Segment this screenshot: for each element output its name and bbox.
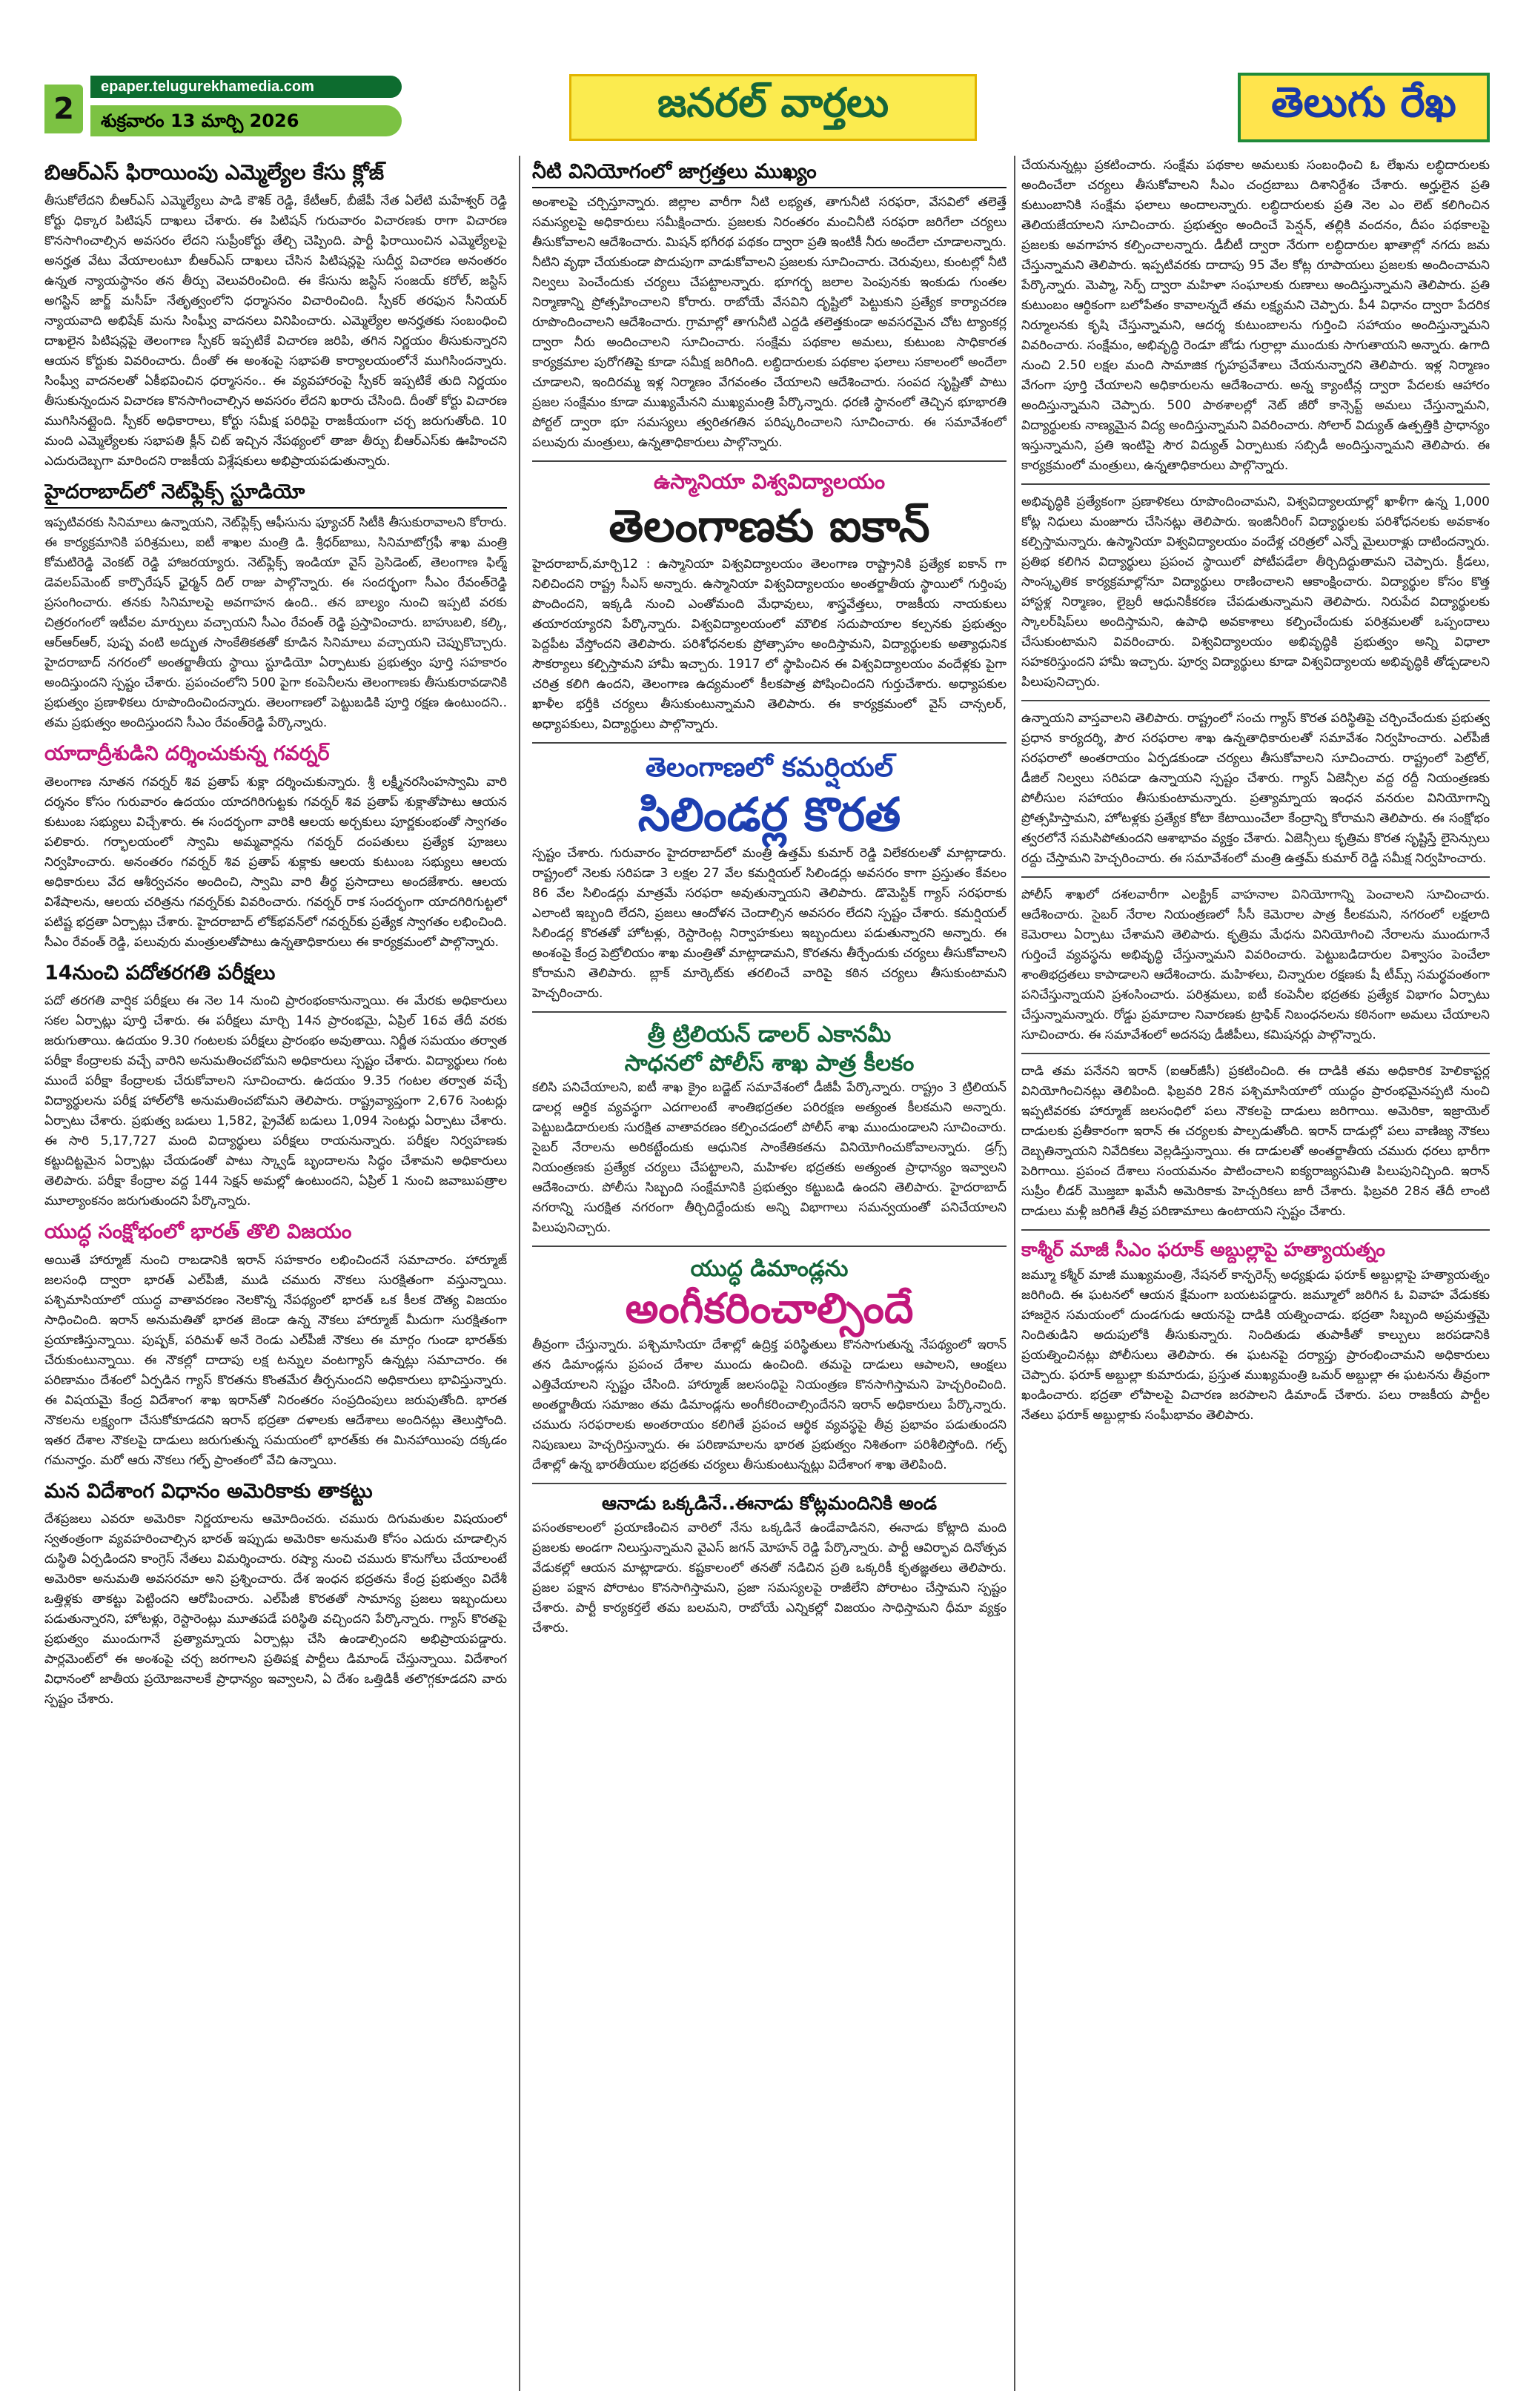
article-headline[interactable]: మన విదేశాంగ విధానం అమెరికాకు తాకట్టు — [44, 1479, 373, 1503]
article-body: అయితే హార్మూజ్ నుంచి రాబడానికి ఇరాన్ సహకారం లభించిందనే సమాచారం. హార్మూజ్ జలసంధి ద్వారా భారత్ ఎల్‌పీజీ, ముడి చమురు నౌకలు సురక్షితంగా వస్తున్నాయి. పశ్చిమాసియాలో యుద్ధ వాతావరణం నెలకొన్న నేపథ్యంలో భారత్ ఒక కీలక దౌత్య విజయం సాధించింది. ఇరాన్ అనుమతితో భారత జెండా ఉన్న నౌకలు హార్మూజ్ మీదుగా సురక్షితంగా ప్రయాణిస్తున్నాయి. పుష్పక్, పరిమళ్ అనే రెండు ఎల్‌పీజీ నౌకలు ఈ మార్గం గుండా భారత్‌కు చేరుకుంటున్నాయి. ఈ నౌకల్లో దాదాపు లక్ష టన్నుల వంటగ్యాస్ ఉన్నట్లు సమాచారం. ఈ పరిణామం దేశంలో ఏర్పడిన గ్యాస్ కొరతను కొంతమేర తీర్చనుందని అధికారులు భావిస్తున్నారు. ఈ విషయమై కేంద్ర విదేశాంగ శాఖ ఇరాన్‌తో నిరంతరం సంప్రదింపులు జరుపుతోంది. భారత నౌకలను లక్ష్యంగా చేసుకోకూడదని ఇరాన్ భద్రతా దళాలకు ఆదేశాలు అందినట్లు తెలుస్తోంది. ఇతర దేశాల నౌకలపై దాడులు జరుగుతున్న సమయంలో భారత్‌కు ఈ మినహాయింపు దక్కడం గమనార్హం. మరో ఆరు నౌకలు గల్ఫ్ ప్రాంతంలో వేచి ఉన్నాయి. — [44, 1252, 507, 1468]
article-cylinder-cont — [1021, 709, 1490, 869]
article-headline[interactable]: యాదాద్రీశుడిని దర్శించుకున్న గవర్నర్ — [44, 742, 330, 766]
article-body: దేశప్రజలు ఎవరూ అమెరికా నిర్ణయాలను ఆమోదించరు. చమురు దిగుమతుల విషయంలో స్వతంత్రంగా వ్యవహరించాల్సిన భారత్ ఇప్పుడు అమెరికా అనుమతి కోసం ఎదురు చూడాల్సిన దుస్థితి ఏర్పడిందని కాంగ్రెస్ నేతలు విమర్శించారు. రష్యా నుంచి చమురు కొనుగోలు చేయాలంటే అమెరికా అనుమతి అవసరమా అని ప్రశ్నించారు. దేశ ఇంధన భద్రతను కేంద్ర ప్రభుత్వం విదేశీ ఒత్తిళ్లకు తాకట్టు పెట్టిందని ఆరోపించారు. ఎల్‌పీజీ కొరతతో సామాన్య ప్రజలు ఇబ్బందులు పడుతున్నారని, హోటళ్లు, రెస్టారెంట్లు మూతపడే పరిస్థితి వచ్చిందని పేర్కొన్నారు. గ్యాస్ కొరతపై ప్రభుత్వం ముందుగానే ప్రత్యామ్నాయ ఏర్పాట్లు చేసి ఉండాల్సిందని అభిప్రాయపడ్డారు. పార్లమెంట్‌లో ఈ అంశంపై చర్చ జరగాలని ప్రతిపక్ష పార్టీలు డిమాండ్ చేస్తున్నాయి. విదేశాంగ విధానంలో జాతీయ ప్రయోజనాలకే ప్రాధాన్యం ఇవ్వాలని, ఏ దేశం ఒత్తిడికీ తలొగ్గకూడదని వారు స్పష్టం చేశారు. — [44, 1511, 507, 1707]
article-kicker: త్రీ ట్రిలియన్ డాలర్ ఎకానమీ — [647, 1021, 892, 1048]
article-osmania-university — [532, 469, 1007, 735]
article-body: తీసుకోలేదని బీఆర్ఎస్ ఎమ్మెల్యేలు పాడి కౌశిక్ రెడ్డి, కేటీఆర్, బీజేపీ నేత ఏలేటి మహేశ్వర్ రెడ్డి కోర్టు ధిక్కార పిటిషన్ దాఖలు చేశారు. ఈ పిటిషన్ గురువారం విచారణకు రాగా విచారణ కొనసాగించాల్సిన అవసరం లేదని సుప్రీంకోర్టు తేల్చి చెప్పింది. పార్టీ ఫిరాయించిన ఎమ్మెల్యేలపై అనర్హత వేటు వేయాలంటూ బీఆర్ఎస్ దాఖలు చేసిన పిటిషన్లపై సుదీర్ఘ విచారణ అనంతరం ఉన్నత న్యాయస్థానం తన తీర్పు వెలువరించింది. ఈ కేసును జస్టిస్ సంజయ్ కరోల్, జస్టిస్ అగస్టిన్ జార్జ్ మసీహ్ నేతృత్వంలోని ధర్మాసనం విచారించింది. స్పీకర్ తరఫున సీనియర్ న్యాయవాది అభిషేక్ మను సింఘ్వీ వాదనలు వినిపించారు. ఎమ్మెల్యేల అనర్హతకు సంబంధించి దాఖలైన పిటిషన్లపై తెలంగాణ స్పీకర్ ఇప్పటికే విచారణ జరిపి, తగిన నిర్ణయం తీసుకున్నారని ఆయన కోర్టుకు వివరించారు. దీంతో ఈ అంశంపై సభాపతి కార్యాలయంలోనే ముగిసిందన్నారు. సింఘ్వీ వాదనలతో ఏకీభవించిన ధర్మాసనం.. ఈ వ్యవహారంపై స్పీకర్ ఇప్పటికే తుది నిర్ణయం తీసుకున్నందున విచారణ కొనసాగించాల్సిన అవసరం లేదని ఖరారు చేసింది. దీంతో కోర్టు విచారణ ముగిసినట్లైంది. స్పీకర్ అధికారాలు, కోర్టు సమీక్ష పరిధిపై రాజకీయంగా చర్చ జరుగుతోంది. 10 మంది ఎమ్మెల్యేలకు సభాపతి క్లీన్ చిట్ ఇచ్చిన నేపథ్యంలో తాజా తీర్పు బీఆర్ఎస్‌కు ఊహించని ఎదురుదెబ్బగా మారిందని రాజకీయ విశ్లేషకులు అభిప్రాయపడుతున్నారు. — [44, 193, 507, 469]
article-welfare-schemes-cont — [1021, 156, 1490, 476]
divider — [1021, 1229, 1490, 1231]
divider — [1021, 700, 1490, 701]
article-headline[interactable]: కాశ్మీర్ మాజీ సీఎం ఫరూక్ అబ్దుల్లాపై హత్యాయత్నం — [1021, 1239, 1385, 1260]
article-kicker: యుద్ధ డిమాండ్లను — [690, 1255, 849, 1282]
column-right — [1021, 156, 1490, 2391]
article-kicker: తెలంగాణలో కమర్షియల్ — [645, 752, 894, 784]
divider — [1021, 1053, 1490, 1054]
article-body: దాడి తమ పనేనని ఇరాన్ (ఐఆర్‌జీసీ) ప్రకటించింది. ఈ దాడికి తమ అధికారిక హెలికాప్టర్ల వినియోగించినట్లు తెలిపింది. ఫిబ్రవరి 28న పశ్చిమాసియాలో యుద్ధం ప్రారంభమైనప్పటి నుంచి ఇప్పటివరకు హార్మూజ్ జలసంధిలో పలు నౌకలపై దాడులు జరిగాయి. అమెరికా, ఇజ్రాయెల్ దాడులకు ప్రతీకారంగా ఇరాన్ ఈ చర్యలకు పాల్పడుతోంది. ఇరాన్ దాడుల్లో పలు వాణిజ్య నౌకలు దెబ్బతిన్నాయని నివేదికలు వెల్లడిస్తున్నాయి. ఈ దాడులతో అంతర్జాతీయ చమురు ధరలు భారీగా పెరిగాయి. ప్రపంచ దేశాలు సంయమనం పాటించాలని ఐక్యరాజ్యసమితి పిలుపునిచ్చింది. ఇరాన్ సుప్రీం లీడర్ మొజ్తబా ఖమేనీ అమెరికాకు హెచ్చరికలు జారీ చేశారు. ఫిబ్రవరి 28న తేదీ లాంటి దాడులు మళ్లీ జరిగితే తీవ్ర పరిణామాలు ఉంటాయని స్పష్టం చేశారు. — [1021, 1064, 1490, 1219]
divider — [532, 742, 1007, 744]
column-divider — [1014, 156, 1015, 2391]
article-body: పసంతకాలంలో ప్రయాణించిన వారిలో నేను ఒక్కడినే ఉండేవాడినని, ఈనాడు కోట్లాది మంది ప్రజలకు అండగా నిలుస్తున్నామని వైఎస్ జగన్ మోహన్ రెడ్డి పేర్కొన్నారు. పార్టీ ఆవిర్భావ దినోత్సవ వేడుకల్లో ఆయన మాట్లాడారు. కష్టకాలంలో తనతో నడిచిన ప్రతి ఒక్కరికీ కృతజ్ఞతలు తెలిపారు. ప్రజల పక్షాన పోరాటం కొనసాగిస్తామని, ప్రజా సమస్యలపై రాజీలేని పోరాటం చేస్తామని స్పష్టం చేశారు. పార్టీ కార్యకర్తలే తమ బలమని, రాబోయే ఎన్నికల్లో విజయం సాధిస్తామని ధీమా వ్యక్తం చేశారు. — [532, 1521, 1007, 1636]
article-war-demands — [532, 1254, 1007, 1475]
brand-logo: తెలుగు రేఖ — [1238, 73, 1490, 142]
article-headline[interactable]: నీటి వినియోగంలో జాగ్రత్తలు ముఖ్యం — [532, 159, 1007, 188]
divider — [532, 1246, 1007, 1247]
epaper-url[interactable]: epaper.telugurekhamedia.com — [90, 76, 402, 98]
article-body: జమ్మూ కశ్మీర్ మాజీ ముఖ్యమంత్రి, నేషనల్ కాన్ఫరెన్స్ అధ్యక్షుడు ఫరూక్ అబ్దుల్లాపై హత్యాయత్నం జరిగింది. ఈ ఘటనలో ఆయన క్షేమంగా బయటపడ్డారు. జమ్మూలో జరిగిన ఓ వివాహ వేడుకకు హాజరైన సమయంలో దుండగుడు ఆయనపై దాడికి యత్నించాడు. భద్రతా సిబ్బంది అప్రమత్తమై నిందితుడిని అదుపులోకి తీసుకున్నారు. నిందితుడు తుపాకీతో కాల్పులు జరపడానికి ప్రయత్నించినట్లు పోలీసులు తెలిపారు. ఈ ఘటనపై దర్యాప్తు ప్రారంభించామని అధికారులు చెప్పారు. ఫరూక్ అబ్దుల్లా కుమారుడు, ప్రస్తుత ముఖ్యమంత్రి ఒమర్ అబ్దుల్లా ఈ ఘటనను తీవ్రంగా ఖండించారు. భద్రతా లోపాలపై విచారణ జరపాలని డిమాండ్ చేశారు. పలు రాజకీయ పార్టీల నేతలు ఫరూక్ అబ్దుల్లాకు సంఘీభావం తెలిపారు. — [1021, 1267, 1490, 1423]
article-body: అంశాలపై చర్చిస్తూన్నారు. జిల్లాల వారీగా నీటి లభ్యత, తాగునీటి సరఫరా, వేసవిలో తలెత్తే సమస్యలపై అధికారులు సమీక్షించారు. ప్రజలకు నిరంతరం మంచినీటి సరఫరా జరిగేలా చర్యలు తీసుకోవాలని ఆదేశించారు. మిషన్ భగీరథ పథకం ద్వారా ప్రతి ఇంటికీ నీరు అందేలా చూడాలన్నారు. నీటిని వృథా చేయకుండా పొదుపుగా వాడుకోవాలని ప్రజలకు సూచించారు. చెరువులు, కుంటల్లో నీటి నిల్వలు పెంచేందుకు చర్యలు చేపట్టాలన్నారు. భూగర్భ జలాల పెంపునకు ఇంకుడు గుంతల నిర్మాణాన్ని ప్రోత్సహించాలని కోరారు. రాబోయే వేసవిని దృష్టిలో పెట్టుకుని ప్రత్యేక కార్యాచరణ రూపొందించాలని ఆదేశించారు. గ్రామాల్లో తాగునీటి ఎద్దడి తలెత్తకుండా అవసరమైన చోట ట్యాంకర్ల ద్వారా నీరు అందించాలని సూచించారు. సంక్షేమ పథకాల అమలు, కుటుంబ సాధికారత కార్యక్రమాల పురోగతిపై కూడా సమీక్ష జరిగింది. లబ్ధిదారులకు పథకాల ఫలాలు సకాలంలో అందేలా చూడాలని, ఇందిరమ్మ ఇళ్ల నిర్మాణం వేగవంతం చేయాలని ఆదేశించారు. సంపద సృష్టితో పాటు ప్రజల సంక్షేమం కూడా ముఖ్యమేనని ముఖ్యమంత్రి పేర్కొన్నారు. ధరణి స్థానంలో తెచ్చిన భూభారతి పోర్టల్ ద్వారా భూ సమస్యలు త్వరితగతిన పరిష్కరించాలని సూచించారు. ఈ సమావేశంలో పలువురు మంత్రులు, ఉన్నతాధికారులు పాల్గొన్నారు. — [532, 195, 1007, 451]
article-kicker: ఉస్మానియా విశ్వవిద్యాలయం — [653, 469, 886, 494]
article-water-usage — [532, 159, 1007, 453]
divider — [532, 1483, 1007, 1484]
article-headline[interactable]: హైదరాబాద్‌లో నెట్‌ఫ్లిక్స్ స్టూడియో — [44, 479, 507, 509]
article-netflix-studio — [44, 479, 507, 733]
article-farooq-abdullah — [1021, 1238, 1490, 1426]
column-divider — [519, 156, 520, 2391]
article-banner-headline[interactable]: సిలిండర్ల కొరత — [637, 787, 901, 842]
article-body: చేయనున్నట్లు ప్రకటించారు. సంక్షేమ పథకాల అమలుకు సంబంధించి ఓ లేఖను లబ్ధిదారులకు అందించేలా చర్యలు తీసుకోవాలని సీఎం చంద్రబాబు దిశానిర్దేశం చేశారు. అర్హులైన ప్రతి కుటుంబానికి సంక్షేమ ఫలాలు అందాలన్నారు. లబ్ధిదారులకు ప్రతి నెల ఎం లెట్ కలిగించిన తెలియజేయాలని సూచించారు. ప్రభుత్వం అందించే పెన్షన్, తల్లికి వందనం, దీపం పథకాలపై ప్రజలకు అవగాహన కల్పించాలన్నారు. డీబీటీ ద్వారా నేరుగా లబ్ధిదారుల ఖాతాల్లో నగదు జమ చేస్తున్నామని తెలిపారు. ఇప్పటివరకు దాదాపు 95 వేల కోట్ల రూపాయలు ప్రజలకు అందించామని పేర్కొన్నారు. మెప్మా, సెర్ప్ ద్వారా మహిళా సంఘాలకు రుణాలు అందిస్తున్నామని తెలిపారు. ప్రతి కుటుంబం ఆర్థికంగా బలోపేతం కావాలన్నదే తమ లక్ష్యమని చెప్పారు. పీ4 విధానం ద్వారా పేదరిక నిర్మూలనకు కృషి చేస్తున్నామని, ఆదర్శ కుటుంబాలను గుర్తించి సహాయం అందిస్తున్నామని వివరించారు. సంక్షేమం, అభివృద్ధి రెండూ జోడు గుర్రాల్లా ముందుకు సాగుతాయని అన్నారు. ఉగాది నుంచి 2.50 లక్షల మంది సామాజిక గృహప్రవేశాలు చేయనున్నారని తెలిపారు. ఇళ్ల నిర్మాణం వేగంగా పూర్తి చేయాలని అధికారులను ఆదేశించారు. అన్న క్యాంటీన్ల ద్వారా పేదలకు ఆహారం అందిస్తున్నామని చెప్పారు. 500 పాఠశాలల్లో నెట్ జీరో కాన్సెప్ట్ అమలు చేస్తున్నామని, విద్యార్థులకు నాణ్యమైన విద్య అందిస్తున్నామని వివరించారు. సోలార్ విద్యుత్ ఉత్పత్తికి ప్రాధాన్యం ఇస్తున్నామని, ప్రతి ఇంటిపై సౌర విద్యుత్ ఏర్పాటుకు సబ్సిడీ అందిస్తున్నామని తెలిపారు. ఈ కార్యక్రమంలో మంత్రులు, ఉన్నతాధికారులు పాల్గొన్నారు. — [1021, 158, 1490, 473]
article-body: ఇప్పటివరకు సినిమాలు ఉన్నాయని, నెట్‌ఫ్లిక్స్ ఆఫీసును ఫ్యూచర్ సిటీకి తీసుకురావాలని కోరారు. ఈ కార్యక్రమానికి పరిశ్రమలు, ఐటీ శాఖల మంత్రి డి. శ్రీధర్‌బాబు, సినిమాటోగ్రఫీ శాఖ మంత్రి కోమటిరెడ్డి వెంకట్ రెడ్డి హాజరయ్యారు. నెట్‌ఫ్లిక్స్ ఇండియా వైస్ ప్రెసిడెంట్, తెలంగాణ ఫిల్మ్ డెవలప్‌మెంట్ కార్పొరేషన్ ఛైర్మన్ దిల్ రాజు పాల్గొన్నారు. ఈ సందర్భంగా సీఎం రేవంత్‌రెడ్డి ప్రసంగించారు. తనకు సినిమాలపై అవగాహన ఉంది.. తన బాల్యం నుంచి ఇప్పటి వరకు చిత్రరంగంలో ఇటీవల మార్పులు వచ్చాయని సీఎం రేవంత్ రెడ్డి ప్రస్తావించారు. బాహుబలి, కల్కి, ఆర్ఆర్ఆర్, పుష్ప వంటి అద్భుత సాంకేతికతతో కూడిన సినిమాలు వచ్చాయని చెప్పుకొచ్చారు. హైదరాబాద్ నగరంలో అంతర్జాతీయ స్థాయి స్టూడియో ఏర్పాటుకు ప్రభుత్వం పూర్తి సహకారం అందిస్తుందని స్పష్టం చేశారు. ప్రపంచంలోని 500 పైగా కంపెనీలను తెలంగాణకు తీసుకురావడానికి ప్రభుత్వం ప్రణాళికలు రూపొందించిందన్నారు. తెలంగాణలో పెట్టుబడికి పూర్తి రక్షణ ఉంటుందని.. తమ ప్రభుత్వం అందిస్తుందని సీఎం రేవంత్‌రెడ్డి పేర్కొన్నారు. — [44, 515, 507, 731]
masthead-ribbon — [90, 68, 415, 147]
divider — [1021, 483, 1490, 485]
article-body: తీవ్రంగా చేస్తున్నారు. పశ్చిమాసియా దేశాల్లో ఉద్రిక్త పరిస్థితులు కొనసాగుతున్న నేపథ్యంలో ఇరాన్ తన డిమాండ్లను ప్రపంచ దేశాల ముందు ఉంచింది. తమపై దాడులు ఆపాలని, ఆంక్షలు ఎత్తివేయాలని స్పష్టం చేసింది. హార్మూజ్ జలసంధిపై నియంత్రణ కొనసాగిస్తామని హెచ్చరించింది. అంతర్జాతీయ సమాజం తమ డిమాండ్లను అంగీకరించాల్సిందేనని ఇరాన్ అధికారులు పేర్కొన్నారు. చమురు సరఫరాలకు అంతరాయం కలిగితే ప్రపంచ ఆర్థిక వ్యవస్థపై తీవ్ర ప్రభావం పడుతుందని నిపుణులు హెచ్చరిస్తున్నారు. ఈ పరిణామాలను భారత ప్రభుత్వం నిశితంగా పరిశీలిస్తోంది. గల్ఫ్ దేశాల్లో ఉన్న భారతీయుల భద్రతకు చర్యలు తీసుకుంటున్నట్లు విదేశాంగ శాఖ తెలిపింది. — [532, 1337, 1007, 1472]
article-body: ఉన్నాయని వాస్తవాలని తెలిపారు. రాష్ట్రంలో సంచు గ్యాస్ కొరత పరిస్థితిపై చర్చించేందుకు ప్రభుత్వ ప్రధాన కార్యదర్శి, పౌర సరఫరాల శాఖ ఉన్నతాధికారులతో సమావేశం నిర్వహించారు. ఎల్‌పీజీ సరఫరాలో అంతరాయం ఏర్పడకుండా చర్యలు తీసుకోవాలని సూచించారు. రాష్ట్రంలో పెట్రోల్, డీజిల్ నిల్వలు సరిపడా ఉన్నాయని స్పష్టం చేశారు. గ్యాస్ ఏజెన్సీల వద్ద రద్దీ నియంత్రణకు పోలీసుల సహాయం తీసుకుంటామన్నారు. ప్రత్యామ్నాయ ఇంధన వనరుల వినియోగాన్ని ప్రోత్సహిస్తామని, హోటళ్లకు ప్రత్యేక కోటా కేటాయించేలా కేంద్రాన్ని కోరామని తెలిపారు. ఈ సంక్షోభం త్వరలోనే సమసిపోతుందని ఆశాభావం వ్యక్తం చేశారు. ఏజెన్సీలు కృత్రిమ కొరత సృష్టిస్తే లైసెన్సులు రద్దు చేస్తామని హెచ్చరించారు. ఈ సమావేశంలో మంత్రి ఉత్తమ్ కుమార్ రెడ్డి సమీక్ష నిర్వహించారు. — [1021, 711, 1490, 866]
article-cylinder-shortage — [532, 751, 1007, 1003]
article-jagan-speech — [532, 1492, 1007, 1639]
article-brs-mla-case — [44, 159, 507, 472]
divider — [532, 1011, 1007, 1013]
article-war-crisis — [44, 1219, 507, 1470]
divider — [1021, 876, 1490, 878]
article-osmania-cont — [1021, 492, 1490, 692]
article-police-cont — [1021, 885, 1490, 1045]
divider — [532, 460, 1007, 462]
article-body: స్పష్టం చేశారు. గురువారం హైదరాబాద్‌లో మంత్రి ఉత్తమ్ కుమార్ రెడ్డి విలేకరులతో మాట్లాడారు. రాష్ట్రంలో నెలకు సరిపడా 3 లక్షల 27 వేల కమర్షియల్ సిలిండర్లు అవసరం కాగా ప్రస్తుతం కేవలం 86 వేల సిలిండర్లు మాత్రమే సరఫరా అవుతున్నాయని తెలిపారు. డొమెస్టిక్ గ్యాస్ సరఫరాకు ఎలాంటి ఇబ్బంది లేదని, ప్రజలు ఆందోళన చెందాల్సిన అవసరం లేదని స్పష్టం చేశారు. కమర్షియల్ సిలిండర్ల కొరతతో హోటళ్లు, రెస్టారెంట్ల నిర్వాహకులు ఇబ్బందులు పడుతున్నారని అన్నారు. ఈ అంశంపై కేంద్ర పెట్రోలియం శాఖ మంత్రితో మాట్లాడామని, కొరతను తీర్చేందుకు చర్యలు తీసుకోవాలని కోరామని తెలిపారు. బ్లాక్ మార్కెట్‌కు తరలించే వారిపై కఠిన చర్యలు తీసుకుంటామని హెచ్చరించారు. — [532, 845, 1007, 1001]
column-middle — [532, 156, 1007, 2391]
article-banner-headline[interactable]: సాధనలో పోలీస్ శాఖ పాత్ర కీలకం — [624, 1050, 915, 1076]
column-left — [44, 156, 507, 2391]
article-body: అభివృద్ధికి ప్రత్యేకంగా ప్రణాళికలు రూపొందించామని, విశ్వవిద్యాలయాల్లో ఖాళీగా ఉన్న 1,000 కోట్ల నిధులు మంజూరు చేసినట్లు తెలిపారు. ఇంజినీరింగ్ విద్యార్థులకు పరిశోధనలకు అవకాశం కల్పిస్తామన్నారు. ఉస్మానియా విశ్వవిద్యాలయం వందేళ్ల చరిత్రలో ఎన్నో మైలురాళ్లు దాటిందన్నారు. ప్రతిభ కలిగిన విద్యార్థులు ప్రపంచ స్థాయిలో పోటీపడేలా తీర్చిదిద్దుతామని చెప్పారు. క్రీడలు, సాంస్కృతిక కార్యక్రమాల్లోనూ విద్యార్థులు రాణించాలని ఆకాంక్షించారు. విద్యార్థుల కోసం కొత్త హాస్టళ్ల నిర్మాణం, లైబ్రరీ ఆధునికీకరణ చేపడుతున్నామని తెలిపారు. నిరుపేద విద్యార్థులకు స్కాలర్‌షిప్‌లు అందిస్తామని, ఉపాధి అవకాశాలు కల్పించేందుకు పరిశ్రమలతో ఒప్పందాలు చేసుకుంటామని వివరించారు. విశ్వవిద్యాలయం అభివృద్ధికి ప్రభుత్వం అన్ని విధాలా సహకరిస్తుందని హామీ ఇచ్చారు. పూర్వ విద్యార్థులు కూడా విశ్వవిద్యాలయ అభివృద్ధికి తోడ్పడాలని పిలుపునిచ్చారు. — [1021, 494, 1490, 689]
masthead — [44, 68, 1490, 147]
article-body: కలిసి పనిచేయాలని, ఐటీ శాఖ క్రైం బడ్జెట్ సమావేశంలో డీజీపీ పేర్కొన్నారు. రాష్ట్రం 3 ట్రిలియన్ డాలర్ల ఆర్థిక వ్యవస్థగా ఎదగాలంటే శాంతిభద్రతల పరిరక్షణ అత్యంత కీలకమని అన్నారు. పెట్టుబడిదారులకు సురక్షిత వాతావరణం కల్పించడంలో పోలీస్ శాఖ ముందుండాలని సూచించారు. సైబర్ నేరాలను అరికట్టేందుకు ఆధునిక సాంకేతికతను వినియోగించుకోవాలన్నారు. డ్రగ్స్ నియంత్రణకు ప్రత్యేక చర్యలు చేపట్టాలని, మహిళల భద్రతకు అత్యంత ప్రాధాన్యం ఇవ్వాలని ఆదేశించారు. పోలీసు సిబ్బంది సంక్షేమానికి ప్రభుత్వం కట్టుబడి ఉందని తెలిపారు. హైదరాబాద్ నగరాన్ని సురక్షిత నగరంగా తీర్చిదిద్దేందుకు అన్ని విభాగాలు సమన్వయంతో పనిచేయాలని పిలుపునిచ్చారు. — [532, 1079, 1007, 1235]
article-headline[interactable]: ఆనాడు ఒక్కడినే..ఈనాడు కోట్లమందినికి అండ — [602, 1492, 937, 1514]
article-banner-headline[interactable]: అంగీకరించాల్సిందే — [625, 1284, 914, 1333]
article-ssc-exams — [44, 960, 507, 1211]
article-body: పదో తరగతి వార్షిక పరీక్షలు ఈ నెల 14 నుంచి ప్రారంభంకానున్నాయి. ఈ మేరకు అధికారులు సకల ఏర్పాట్లు పూర్తి చేశారు. ఈ పరీక్షలు మార్చి 14న ప్రారంభమై, ఏప్రిల్ 16వ తేదీ వరకు జరుగుతాయి. ఉదయం 9.30 గంటలకు పరీక్షలు ప్రారంభం అవుతాయి. నిర్ణీత సమయం తర్వాత పరీక్షా కేంద్రాలకు వచ్చే వారిని అనుమతించబోమని అధికారులు స్పష్టం చేశారు. విద్యార్థులు గంట ముందే పరీక్షా కేంద్రాలకు చేరుకోవాలని సూచించారు. ఉదయం 9.35 గంటల తర్వాత వచ్చే విద్యార్థులను పరీక్ష హాల్‌లోకి అనుమతించబోమని తెలిపారు. రాష్ట్రవ్యాప్తంగా 2,676 సెంటర్లు ఏర్పాటు చేశారు. ప్రభుత్వ బడులు 1,582, ప్రైవేట్ బడులు 1,094 సెంటర్లు ఏర్పాటు చేశారు. ఈ సారి 5,17,727 మంది విద్యార్థులు పరీక్షలు రాయనున్నారు. పరీక్షల నిర్వహణకు కట్టుదిట్టమైన ఏర్పాట్లు చేయడంతో పాటు స్క్వాడ్ బృందాలను సిద్ధం చేశామని అధికారులు తెలిపారు. పరీక్షా కేంద్రాల వద్ద 144 సెక్షన్ అమల్లో ఉంటుందని, ఏప్రిల్ 1 నుంచి జవాబుపత్రాల మూల్యాంకనం జరుగుతుందని పేర్కొన్నారు. — [44, 993, 507, 1209]
article-headline[interactable]: 14నుంచి పదోతరగతి పరీక్షలు — [44, 961, 276, 985]
section-title: జనరల్ వార్తలు — [569, 74, 977, 141]
page-number: 2 — [44, 85, 83, 133]
article-war-cont — [1021, 1062, 1490, 1222]
article-body: హైదరాబాద్,మార్చి12 : ఉస్మానియా విశ్వవిద్యాలయం తెలంగాణ రాష్ట్రానికి ప్రత్యేక ఐకాన్ గా నిలిచిందని రాష్ట్ర సీఎస్ అన్నారు. ఉస్మానియా విశ్వవిద్యాలయం అంతర్జాతీయ స్థాయిలో గుర్తింపు పొందిందని, ఇక్కడి నుంచి ఎంతోమంది మేధావులు, శాస్త్రవేత్తలు, రాజకీయ నాయకులు తయారయ్యారని పేర్కొన్నారు. విశ్వవిద్యాలయంలో మౌలిక సదుపాయాల కల్పనకు ప్రభుత్వం పెద్దపీట వేస్తోందని తెలిపారు. పరిశోధనలకు ప్రోత్సాహం అందిస్తామని, విద్యార్థులకు అత్యాధునిక సౌకర్యాలు కల్పిస్తామని హామీ ఇచ్చారు. 1917 లో స్థాపించిన ఈ విశ్వవిద్యాలయం వందేళ్లకు పైగా చరిత్ర కలిగి ఉందని, తెలంగాణ ఉద్యమంలో కీలకపాత్ర పోషించిందని గుర్తుచేశారు. అధ్యాపకుల ఖాళీల భర్తీకి చర్యలు తీసుకుంటున్నామని తెలిపారు. ఈ కార్యక్రమంలో వైస్ చాన్సలర్, అధ్యాపకులు, విద్యార్థులు పాల్గొన్నారు. — [532, 557, 1007, 732]
article-headline[interactable]: యుద్ధ సంక్షోభంలో భారత్ తొలి విజయం — [44, 1220, 352, 1244]
issue-date: శుక్రవారం 13 మార్చి 2026 — [90, 105, 402, 136]
article-body: తెలంగాణ నూతన గవర్నర్ శివ ప్రతాప్ శుక్లా దర్శించుకున్నారు. శ్రీ లక్ష్మీనరసింహస్వామి వారి దర్శనం కోసం గురువారం ఉదయం యాదగిరిగుట్టకు గవర్నర్ శివ ప్రతాప్ శుక్లాతోపాటు ఆయన కుటుంబ సభ్యులు విచ్చేశారు. ఈ సందర్భంగా వారికి ఆలయ అర్చకులు పూర్ణకుంభంతో స్వాగతం పలికారు. గర్భాలయంలో స్వామి అమ్మవార్లను గవర్నర్ దంపతులు ప్రత్యేక పూజలు నిర్వహించారు. అనంతరం గవర్నర్ శివ ప్రతాప్ శుక్లాకు ఆలయ కుటుంబ సభ్యులు ఆలయ అధికారులు వేద ఆశీర్వచనం అందించి, స్వామి వారి తీర్థ ప్రసాదాలు అందజేశారు. ఆలయ విశేషాలను, ఆలయ చరిత్రను గవర్నర్‌కు వివరించారు. గవర్నర్ రాక సందర్భంగా యాదగిరిగుట్టలో పటిష్ట భద్రతా ఏర్పాట్లు చేశారు. హైదరాబాద్ లోక్‌భవన్‌లో గవర్నర్‌కు ప్రత్యేక స్వాగతం లభించింది. సీఎం రేవంత్ రెడ్డి, పలువురు మంత్రులతోపాటు ఉన్నతాధికారులు ఈ కార్యక్రమంలో పాల్గొన్నారు. — [44, 774, 507, 950]
article-body: పోలీస్ శాఖలో దశలవారీగా ఎలక్ట్రిక్ వాహనాల వినియోగాన్ని పెంచాలని సూచించారు. ఆదేశించారు. సైబర్ నేరాల నియంత్రణలో సీసీ కెమెరాల పాత్ర కీలకమని, నగరంలో లక్షలాది కెమెరాలు ఏర్పాటు చేశామని తెలిపారు. కృత్రిమ మేధను వినియోగించి నేరాలను ముందుగానే గుర్తించే వ్యవస్థను అభివృద్ధి చేస్తున్నామని వివరించారు. పెట్టుబడిదారుల విశ్వాసం పెంచేలా శాంతిభద్రతలు కాపాడాలని ఆదేశించారు. మహిళలు, చిన్నారుల రక్షణకు షీ టీమ్స్ సమర్థవంతంగా పనిచేస్తున్నాయని ప్రశంసించారు. పరిశ్రమలు, ఐటీ కంపెనీల భద్రతకు ప్రత్యేక విభాగం ఏర్పాటు చేస్తున్నామన్నారు. రోడ్డు ప్రమాదాల నివారణకు ట్రాఫిక్ నిబంధనలను కఠినంగా అమలు చేయాలని సూచించారు. ఈ సమావేశంలో అదనపు డీజీపీలు, కమిషనర్లు పాల్గొన్నారు. — [1021, 887, 1490, 1042]
article-banner-headline[interactable]: తెలంగాణకు ఐకాన్ — [609, 500, 930, 553]
article-governor-visit — [44, 741, 507, 952]
article-police-economy — [532, 1020, 1007, 1238]
article-foreign-policy — [44, 1478, 507, 1710]
article-headline[interactable]: బిఆర్ఎస్ ఫిరాయింపు ఎమ్మెల్యేల కేసు క్లోజ్ — [44, 160, 385, 185]
